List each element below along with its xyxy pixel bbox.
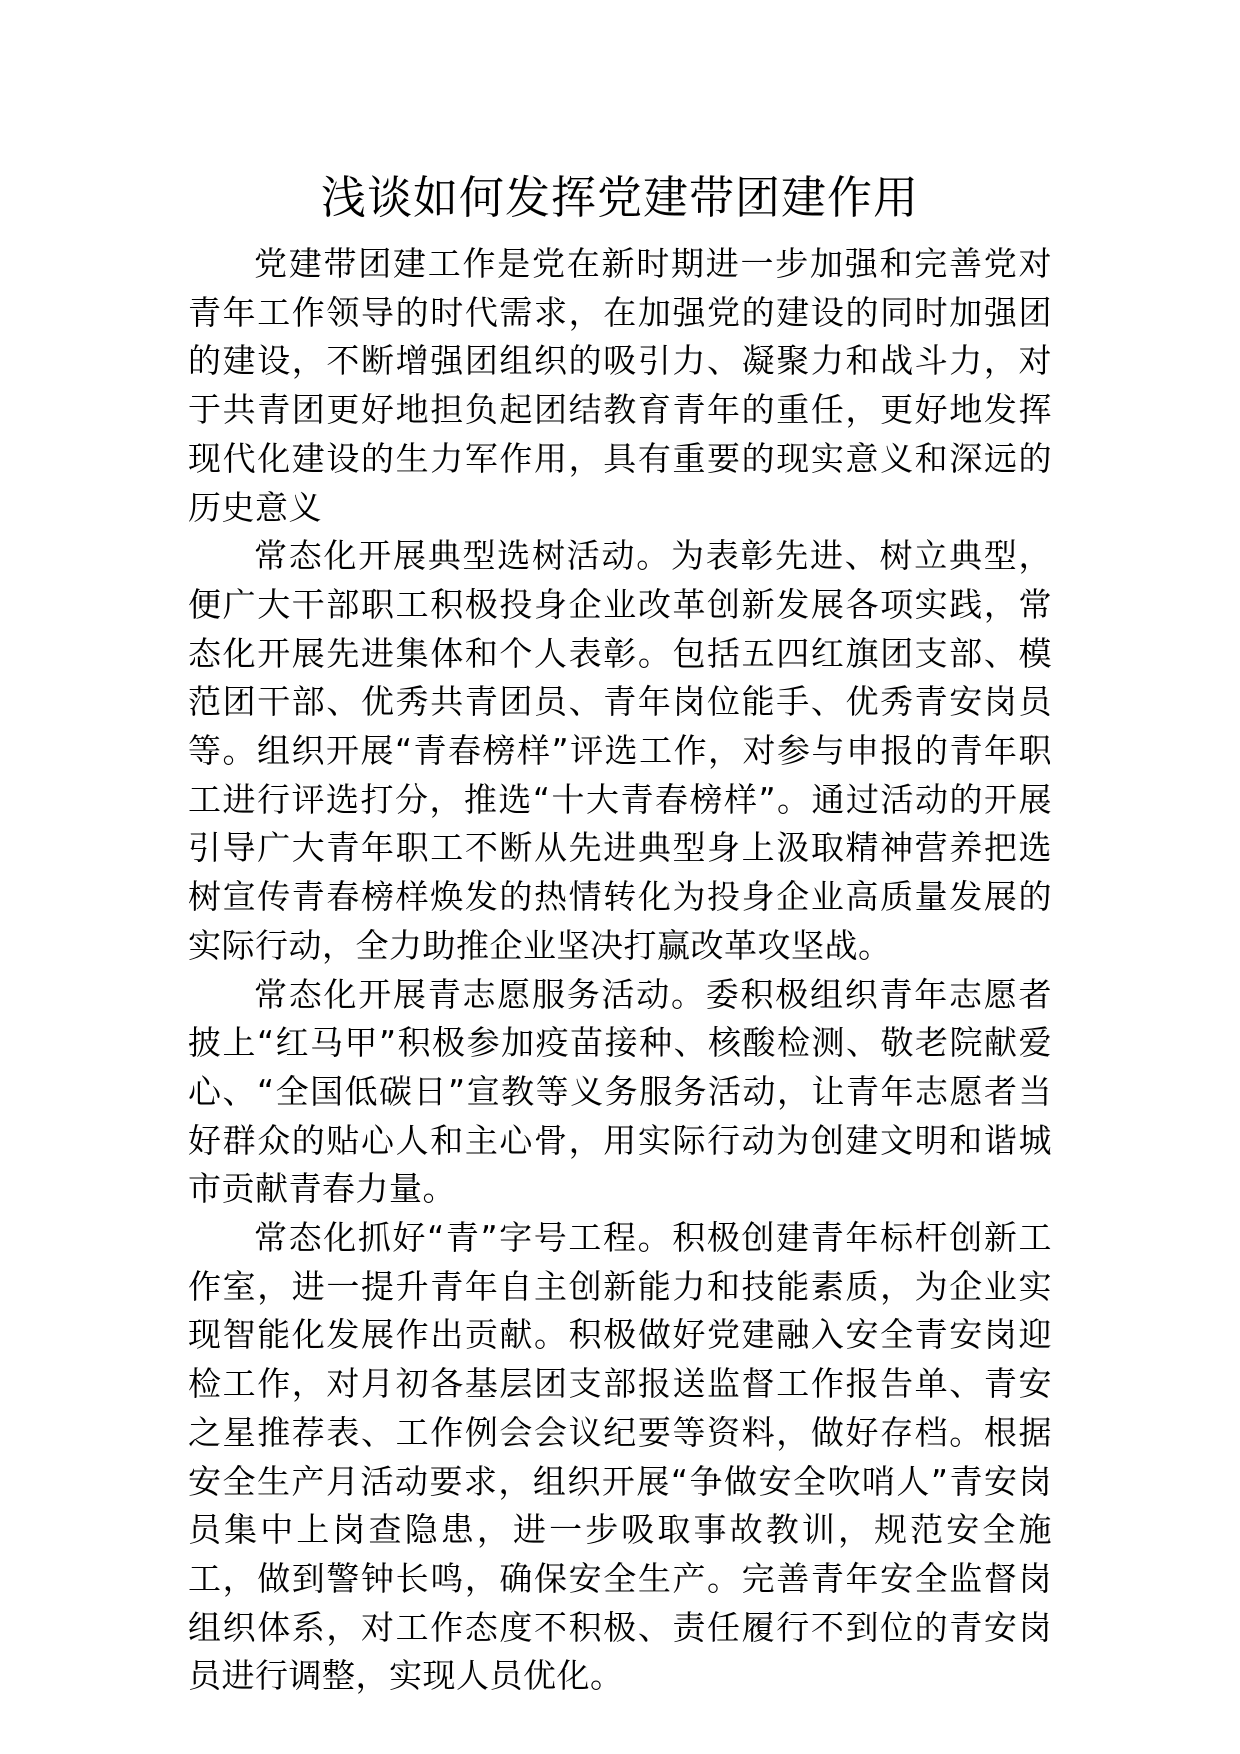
document-title: 浅谈如何发挥党建带团建作用	[320, 171, 919, 224]
paragraph-intro: 党建带团建工作是党在新时期进一步加强和完善党对青年工作领导的时代需求，在加强党的建设的同时加强团的建设，不断增强团组织的吸引力、凝聚力和战斗力，对于共青团更好地担负起团结教育青年的重任，更好地发挥现代化建设的生力军作用，具有重要的现实意义和深远的历史意义	[188, 244, 1052, 527]
paragraph-model-selection: 常态化开展典型选树活动。为表彰先进、树立典型，便广大干部职工积极投身企业改革创新发展各项实践，常态化开展先进集体和个人表彰。包括五四红旗团支部、模范团干部、优秀共青团员、青年岗位能手、优秀青安岗员等。组织开展“青春榜样”评选工作，对参与申报的青年职工进行评选打分，推选“十大青春榜样”。通过活动的开展引导广大青年职工不断从先进典型身上汲取精神营养把选树宣传青春榜样焕发的热情转化为投身企业高质量发展的实际行动，全力助推企业坚决打赢改革攻坚战。	[188, 536, 1052, 965]
paragraph-volunteer-service: 常态化开展青志愿服务活动。委积极组织青年志愿者披上“红马甲”积极参加疫苗接种、核酸检测、敬老院献爱心、“全国低碳日”宣教等义务服务活动，让青年志愿者当好群众的贴心人和主心骨，用实际行动为创建文明和谐城市贡献青春力量。	[188, 974, 1052, 1209]
paragraph-youth-projects: 常态化抓好“青”字号工程。积极创建青年标杆创新工作室，进一提升青年自主创新能力和技能素质，为企业实现智能化发展作出贡献。积极做好党建融入安全青安岗迎检工作，对月初各基层团支部报送监督工作报告单、青安之星推荐表、工作例会会议纪要等资料，做好存档。根据安全生产月活动要求，组织开展“争做安全吹哨人”青安岗员集中上岗查隐患，进一步吸取事故教训，规范安全施工，做到警钟长鸣，确保安全生产。完善青年安全监督岗组织体系，对工作态度不积极、责任履行不到位的青安岗员进行调整，实现人员优化。	[188, 1218, 1052, 1696]
document-body	[188, 240, 1052, 1701]
